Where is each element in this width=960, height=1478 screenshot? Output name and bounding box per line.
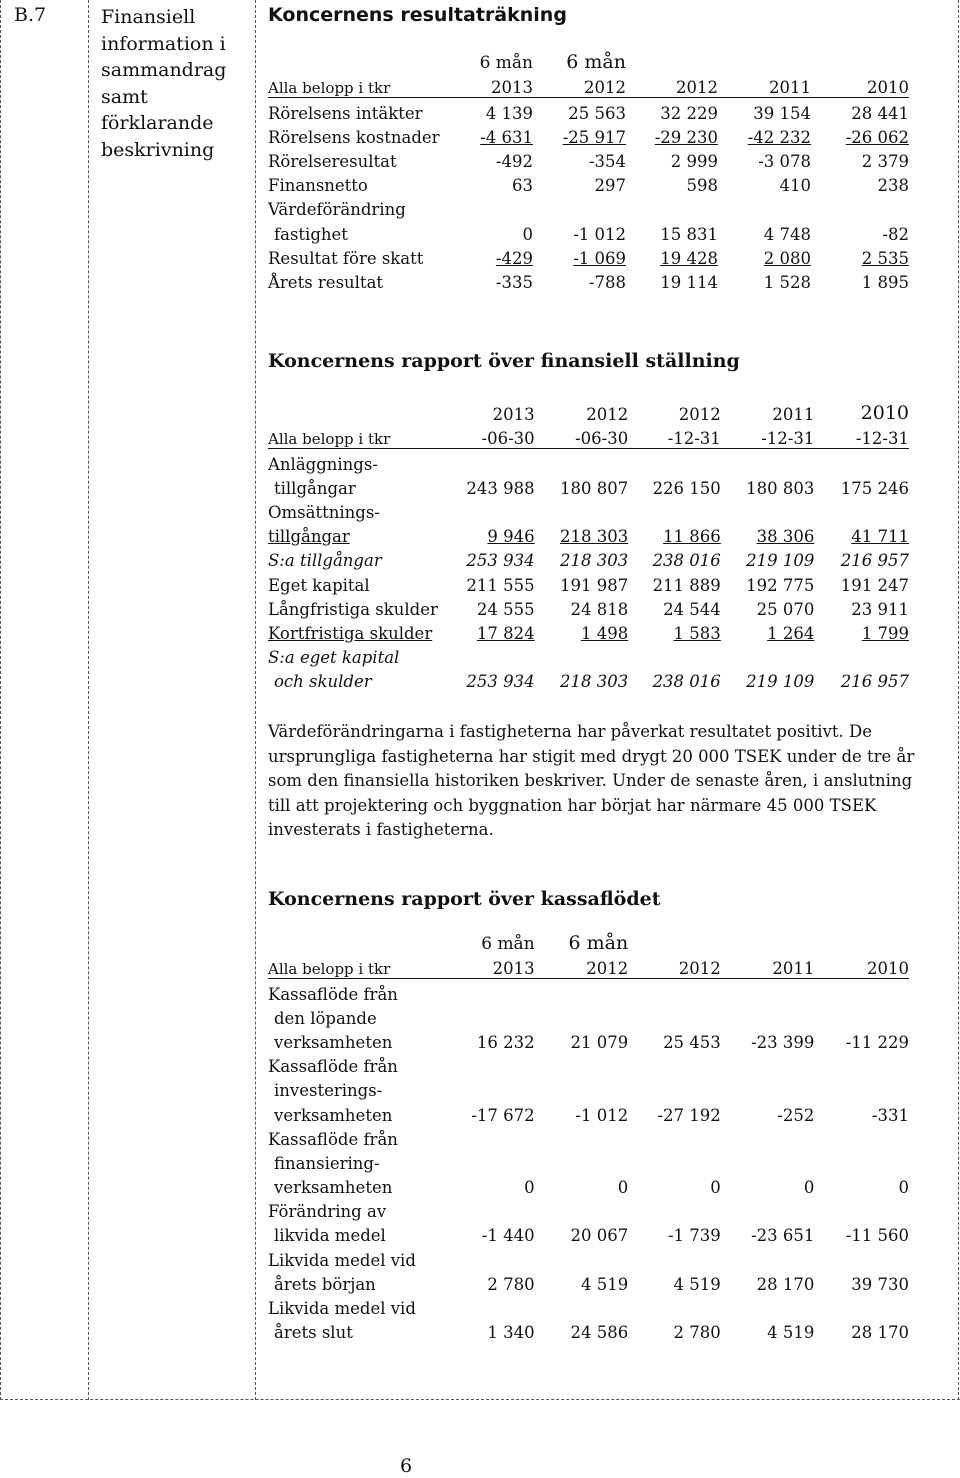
cashflow-value — [628, 1294, 721, 1318]
cashflow-value — [535, 1004, 629, 1028]
balance-value: 211 555 — [466, 575, 535, 595]
cashflow-row — [268, 1245, 909, 1269]
cashflow-value: -11 229 — [845, 1032, 909, 1052]
balance-label: tillgångar — [268, 527, 350, 547]
balance-value — [441, 643, 535, 667]
balance-value: 1 264 — [767, 623, 815, 643]
cashflow-value — [721, 1197, 815, 1221]
cashflow-value — [535, 1125, 629, 1149]
cashflow-value — [535, 979, 629, 1004]
cashflow-value: -23 651 — [751, 1226, 815, 1246]
income-value: 63 — [512, 176, 533, 196]
cashflow-label: Kassaflöde från — [268, 1129, 398, 1149]
income-row — [268, 123, 909, 147]
income-period-cell — [268, 49, 440, 73]
cashflow-value — [441, 1294, 535, 1318]
income-row — [268, 219, 909, 243]
income-row — [268, 147, 909, 171]
frame-border-right — [958, 0, 959, 1400]
frame-border-left — [0, 0, 1, 1400]
cashflow-title: Koncernens rapport över kassaflödet — [268, 888, 661, 910]
income-value: -1 069 — [573, 248, 626, 268]
cashflow-label: finansiering- — [274, 1153, 380, 1173]
balance-value: 243 988 — [466, 478, 535, 498]
balance-value: 1 799 — [861, 623, 909, 643]
cashflow-value — [628, 1149, 721, 1173]
cashflow-label: likvida medel — [274, 1226, 386, 1246]
income-label: Resultat före skatt — [268, 248, 424, 268]
section-ref: B.7 — [14, 4, 47, 26]
balance-value — [535, 498, 629, 522]
balance-row — [268, 570, 909, 594]
income-title: Koncernens resultaträkning — [268, 4, 567, 26]
income-value: -25 917 — [562, 127, 626, 147]
balance-row — [268, 498, 909, 522]
cashflow-value — [441, 1197, 535, 1221]
balance-value: 11 866 — [663, 527, 721, 547]
cashflow-row — [268, 1173, 909, 1197]
balance-row — [268, 546, 909, 570]
balance-value: 226 150 — [652, 478, 721, 498]
cashflow-value: -11 560 — [845, 1226, 909, 1246]
cashflow-value — [628, 1076, 721, 1100]
balance-value: 216 957 — [840, 672, 909, 692]
cashflow-value — [814, 1149, 909, 1173]
balance-row — [268, 595, 909, 619]
balance-value: 211 889 — [652, 575, 721, 595]
cashflow-value: -1 739 — [667, 1226, 721, 1246]
cashflow-value: 1 340 — [487, 1323, 535, 1343]
income-period-cell: 6 mån — [479, 53, 533, 74]
balance-row — [268, 619, 909, 643]
cashflow-period-cell — [814, 930, 909, 954]
cashflow-value: -331 — [871, 1105, 909, 1125]
cashflow-row — [268, 1125, 909, 1149]
cashflow-value — [814, 979, 909, 1004]
cashflow-label: Kassaflöde från — [268, 1057, 398, 1077]
commentary-paragraph: Värdeförändringarna i fastigheterna har påverkat resultatet positivt. De ursprungliga fastigheterna har stigit med drygt 20 000 TSEK under de tre år som den finansiella historiken beskriver. Under de senaste åren, i anslutning till att projektering och byggnation har börjat har närmare 45 000 TSEK investerats i fastigheterna. — [268, 722, 915, 839]
balance-label: S:a eget kapital — [268, 648, 400, 668]
income-value: 28 441 — [851, 103, 909, 123]
cashflow-label: verksamheten — [274, 1105, 393, 1125]
cashflow-value: -27 192 — [657, 1105, 721, 1125]
income-value: 25 563 — [568, 103, 626, 123]
income-value: 1 528 — [763, 272, 811, 292]
income-label: Värdeförändring — [268, 200, 406, 220]
balance-value: 25 070 — [756, 599, 815, 619]
column-divider-1 — [88, 0, 89, 1400]
balance-value — [721, 449, 815, 474]
balance-value: 180 803 — [746, 478, 815, 498]
balance-value: 1 498 — [580, 623, 629, 643]
balance-value — [628, 498, 721, 522]
cashflow-value — [721, 979, 815, 1004]
income-value: -4 631 — [480, 127, 533, 147]
cashflow-value: 39 730 — [851, 1274, 909, 1294]
balance-header-cell: -12-31 — [814, 424, 909, 449]
cashflow-period-cell — [721, 930, 815, 954]
cashflow-value — [628, 1197, 721, 1221]
cashflow-value: 0 — [524, 1178, 535, 1198]
cashflow-value — [441, 1245, 535, 1269]
cashflow-row — [268, 979, 909, 1004]
cashflow-header-cell: 2012 — [535, 954, 629, 979]
cashflow-label: verksamheten — [274, 1178, 393, 1198]
cashflow-value: 20 067 — [570, 1226, 629, 1246]
income-value: -26 062 — [845, 127, 909, 147]
balance-value: 17 824 — [476, 623, 535, 643]
cashflow-value — [535, 1149, 629, 1173]
cashflow-value — [814, 1004, 909, 1028]
cashflow-value — [628, 979, 721, 1004]
cashflow-value — [535, 1052, 629, 1076]
income-value: 0 — [522, 224, 533, 244]
cashflow-value: -1 440 — [481, 1226, 535, 1246]
balance-value: 218 303 — [560, 551, 629, 571]
cashflow-value — [441, 1004, 535, 1028]
cashflow-value — [441, 1052, 535, 1076]
balance-label: tillgångar — [274, 478, 356, 498]
cashflow-row — [268, 1028, 909, 1052]
balance-years-row — [268, 400, 909, 424]
cashflow-value — [441, 1149, 535, 1173]
income-value: 410 — [779, 176, 811, 196]
income-row — [268, 171, 909, 195]
cashflow-label: den löpande — [274, 1008, 377, 1028]
cashflow-value — [535, 1245, 629, 1269]
cashflow-row — [268, 1270, 909, 1294]
balance-value — [535, 449, 629, 474]
cashflow-value — [628, 1125, 721, 1149]
income-header-cell: 2011 — [718, 73, 811, 98]
income-row — [268, 98, 909, 123]
income-value: 32 229 — [660, 103, 718, 123]
balance-header-cell: -06-30 — [535, 424, 629, 449]
income-header-cell: 2010 — [811, 73, 909, 98]
balance-value: 192 775 — [746, 575, 815, 595]
balance-label: Omsättnings- — [268, 502, 380, 522]
balance-value — [721, 643, 815, 667]
balance-value — [441, 449, 535, 474]
cashflow-value — [628, 1004, 721, 1028]
income-label: Finansnetto — [268, 176, 368, 196]
income-table — [268, 49, 909, 292]
income-period-cell: 6 mån — [566, 51, 626, 74]
balance-header-cell: -06-30 — [441, 424, 535, 449]
page-number: 6 — [400, 1455, 413, 1477]
balance-value — [441, 498, 535, 522]
cashflow-value — [721, 1125, 815, 1149]
balance-value — [628, 643, 721, 667]
balance-row — [268, 667, 909, 691]
income-label: Årets resultat — [268, 272, 384, 292]
section-heading: Finansiell information i sammandrag samt förklarande beskrivning — [101, 6, 227, 161]
income-period-cell — [718, 49, 811, 73]
balance-title: Koncernens rapport över finansiell ställning — [268, 350, 740, 372]
income-header-cell: 2012 — [626, 73, 718, 98]
balance-row — [268, 643, 909, 667]
balance-header-row — [268, 424, 909, 449]
balance-value — [814, 643, 909, 667]
cashflow-value: 0 — [710, 1178, 721, 1198]
balance-label: Långfristiga skulder — [268, 599, 438, 619]
balance-value — [814, 449, 909, 474]
cashflow-value: 4 519 — [673, 1274, 721, 1294]
cashflow-value: 0 — [803, 1178, 815, 1198]
income-row — [268, 244, 909, 268]
income-label: Rörelseresultat — [268, 151, 397, 171]
cashflow-row — [268, 1004, 909, 1028]
cashflow-row — [268, 1052, 909, 1076]
cashflow-value: 2 780 — [487, 1274, 535, 1294]
cashflow-value: 0 — [617, 1178, 629, 1198]
income-value — [626, 195, 718, 219]
income-value: 19 428 — [660, 248, 718, 268]
cashflow-value: 25 453 — [663, 1032, 721, 1052]
balance-label: S:a tillgångar — [268, 551, 382, 571]
income-value — [718, 195, 811, 219]
income-label: Rörelsens kostnader — [268, 127, 440, 147]
cashflow-period-cell: 6 mån — [481, 934, 535, 955]
cashflow-value — [441, 1076, 535, 1100]
balance-value: 218 303 — [560, 672, 629, 692]
income-header-row — [268, 73, 909, 98]
cashflow-label: Kassaflöde från — [268, 984, 398, 1004]
cashflow-value: 21 079 — [570, 1032, 629, 1052]
cashflow-value: -17 672 — [471, 1105, 535, 1125]
cashflow-value: -1 012 — [575, 1105, 629, 1125]
cashflow-row — [268, 1221, 909, 1245]
income-value: 4 139 — [485, 103, 533, 123]
cashflow-value — [721, 1052, 815, 1076]
cashflow-row — [268, 1294, 909, 1318]
income-value: 2 080 — [763, 248, 811, 268]
cashflow-value: 4 519 — [580, 1274, 629, 1294]
cashflow-value: -252 — [777, 1105, 815, 1125]
cashflow-statement — [268, 888, 918, 1342]
balance-value: 219 109 — [746, 672, 815, 692]
income-value: 2 379 — [861, 151, 909, 171]
balance-value: 24 544 — [663, 599, 721, 619]
cashflow-label: verksamheten — [274, 1032, 393, 1052]
balance-value: 253 934 — [466, 551, 535, 571]
balance-sheet — [268, 350, 918, 691]
cashflow-value — [721, 1245, 815, 1269]
cashflow-value — [441, 1125, 535, 1149]
income-value: 19 114 — [660, 272, 718, 292]
cashflow-row — [268, 1100, 909, 1124]
income-value: -429 — [495, 248, 533, 268]
income-value: 4 748 — [763, 224, 811, 244]
cashflow-value — [814, 1125, 909, 1149]
frame-border-bottom — [0, 1399, 960, 1400]
income-period-cell — [811, 49, 909, 73]
cashflow-label: investerings- — [274, 1081, 383, 1101]
cashflow-value: 28 170 — [851, 1323, 909, 1343]
income-value: 2 535 — [861, 248, 909, 268]
balance-value: 24 818 — [570, 599, 629, 619]
balance-value: 9 946 — [487, 527, 535, 547]
balance-header-cell: Alla belopp i tkr — [268, 424, 441, 449]
balance-value: 238 016 — [652, 551, 721, 571]
balance-row — [268, 449, 909, 474]
balance-row — [268, 474, 909, 498]
income-value: -335 — [495, 272, 533, 292]
balance-value — [535, 643, 629, 667]
cashflow-period-cell — [268, 930, 441, 954]
cashflow-value — [814, 1245, 909, 1269]
cashflow-value: 16 232 — [476, 1032, 535, 1052]
balance-row — [268, 522, 909, 546]
cashflow-value: 0 — [898, 1178, 909, 1198]
cashflow-label: Förändring av — [268, 1202, 387, 1222]
cashflow-value: 24 586 — [570, 1323, 629, 1343]
cashflow-value — [441, 979, 535, 1004]
balance-year-cell: 2010 — [860, 402, 909, 425]
income-label: Rörelsens intäkter — [268, 103, 423, 123]
balance-value: 191 247 — [840, 575, 909, 595]
balance-year-cell: 2013 — [492, 405, 535, 425]
balance-label: Eget kapital — [268, 575, 370, 595]
cashflow-value — [535, 1294, 629, 1318]
balance-table — [268, 400, 909, 691]
balance-value: 180 807 — [560, 478, 629, 498]
cashflow-header-cell: 2013 — [441, 954, 535, 979]
cashflow-header-cell: 2010 — [814, 954, 909, 979]
cashflow-row — [268, 1149, 909, 1173]
cashflow-label: årets slut — [274, 1323, 353, 1343]
cashflow-value — [721, 1004, 815, 1028]
cashflow-value — [721, 1076, 815, 1100]
column-divider-2 — [255, 0, 256, 1400]
cashflow-value: -23 399 — [751, 1032, 815, 1052]
income-value: -492 — [495, 151, 533, 171]
income-value: 1 895 — [861, 272, 909, 292]
cashflow-value — [535, 1076, 629, 1100]
cashflow-row — [268, 1076, 909, 1100]
income-header-cell: 2012 — [533, 73, 626, 98]
income-period-row — [268, 49, 909, 73]
cashflow-header-cell: Alla belopp i tkr — [268, 954, 441, 979]
cashflow-row — [268, 1318, 909, 1342]
balance-value — [814, 498, 909, 522]
cashflow-value — [628, 1245, 721, 1269]
balance-value — [628, 449, 721, 474]
cashflow-header-cell: 2012 — [628, 954, 721, 979]
balance-year-cell: 2012 — [586, 405, 629, 425]
income-value — [440, 195, 533, 219]
balance-header-cell: -12-31 — [721, 424, 815, 449]
cashflow-value — [628, 1052, 721, 1076]
cashflow-header-row — [268, 954, 909, 979]
balance-year-cell — [268, 400, 441, 424]
income-value — [811, 195, 909, 219]
income-statement — [268, 4, 918, 292]
cashflow-value — [535, 1197, 629, 1221]
balance-value: 1 583 — [673, 623, 721, 643]
income-value: -42 232 — [747, 127, 811, 147]
balance-value: 38 306 — [756, 527, 815, 547]
cashflow-value — [721, 1294, 815, 1318]
balance-value — [721, 498, 815, 522]
cashflow-row — [268, 1197, 909, 1221]
income-value: -29 230 — [654, 127, 718, 147]
cashflow-table — [268, 930, 909, 1342]
income-value: -1 012 — [573, 224, 626, 244]
income-value: -788 — [588, 272, 626, 292]
income-value: -3 078 — [758, 151, 811, 171]
income-value — [533, 195, 626, 219]
income-value: 297 — [594, 176, 626, 196]
income-value: 39 154 — [753, 103, 811, 123]
balance-value: 216 957 — [840, 551, 909, 571]
cashflow-value — [721, 1149, 815, 1173]
income-value: -82 — [882, 224, 909, 244]
balance-value: 253 934 — [466, 672, 535, 692]
cashflow-value: 4 519 — [767, 1323, 815, 1343]
income-value: -354 — [588, 151, 626, 171]
balance-value: 191 987 — [560, 575, 629, 595]
cashflow-label: Likvida medel vid — [268, 1250, 416, 1270]
cashflow-value — [814, 1076, 909, 1100]
cashflow-value: 28 170 — [756, 1274, 815, 1294]
income-value: 238 — [877, 176, 909, 196]
cashflow-label: årets början — [274, 1274, 376, 1294]
income-value: 598 — [686, 176, 718, 196]
balance-label: och skulder — [274, 672, 372, 692]
balance-year-cell: 2011 — [772, 405, 815, 425]
balance-header-cell: -12-31 — [628, 424, 721, 449]
cashflow-period-cell — [628, 930, 721, 954]
cashflow-period-row — [268, 930, 909, 954]
income-header-cell: Alla belopp i tkr — [268, 73, 440, 98]
balance-value: 175 246 — [840, 478, 909, 498]
cashflow-period-cell: 6 mån — [568, 932, 629, 955]
cashflow-value — [814, 1052, 909, 1076]
income-value: 2 999 — [670, 151, 718, 171]
balance-value: 24 555 — [476, 599, 535, 619]
income-row — [268, 195, 909, 219]
income-label: fastighet — [274, 224, 348, 244]
income-header-cell: 2013 — [440, 73, 533, 98]
cashflow-value — [814, 1197, 909, 1221]
balance-label: Anläggnings- — [268, 454, 378, 474]
cashflow-value — [814, 1294, 909, 1318]
cashflow-value: 2 780 — [673, 1323, 721, 1343]
cashflow-label: Likvida medel vid — [268, 1299, 416, 1318]
income-value: 15 831 — [660, 224, 718, 244]
balance-value: 218 303 — [560, 527, 629, 547]
income-row — [268, 268, 909, 292]
balance-value: 23 911 — [851, 599, 909, 619]
balance-year-cell: 2012 — [678, 405, 721, 425]
income-period-cell — [626, 49, 718, 73]
cashflow-header-cell: 2011 — [721, 954, 815, 979]
balance-value: 41 711 — [851, 527, 909, 547]
balance-value: 219 109 — [746, 551, 815, 571]
balance-value: 238 016 — [652, 672, 721, 692]
balance-label: Kortfristiga skulder — [268, 623, 433, 643]
